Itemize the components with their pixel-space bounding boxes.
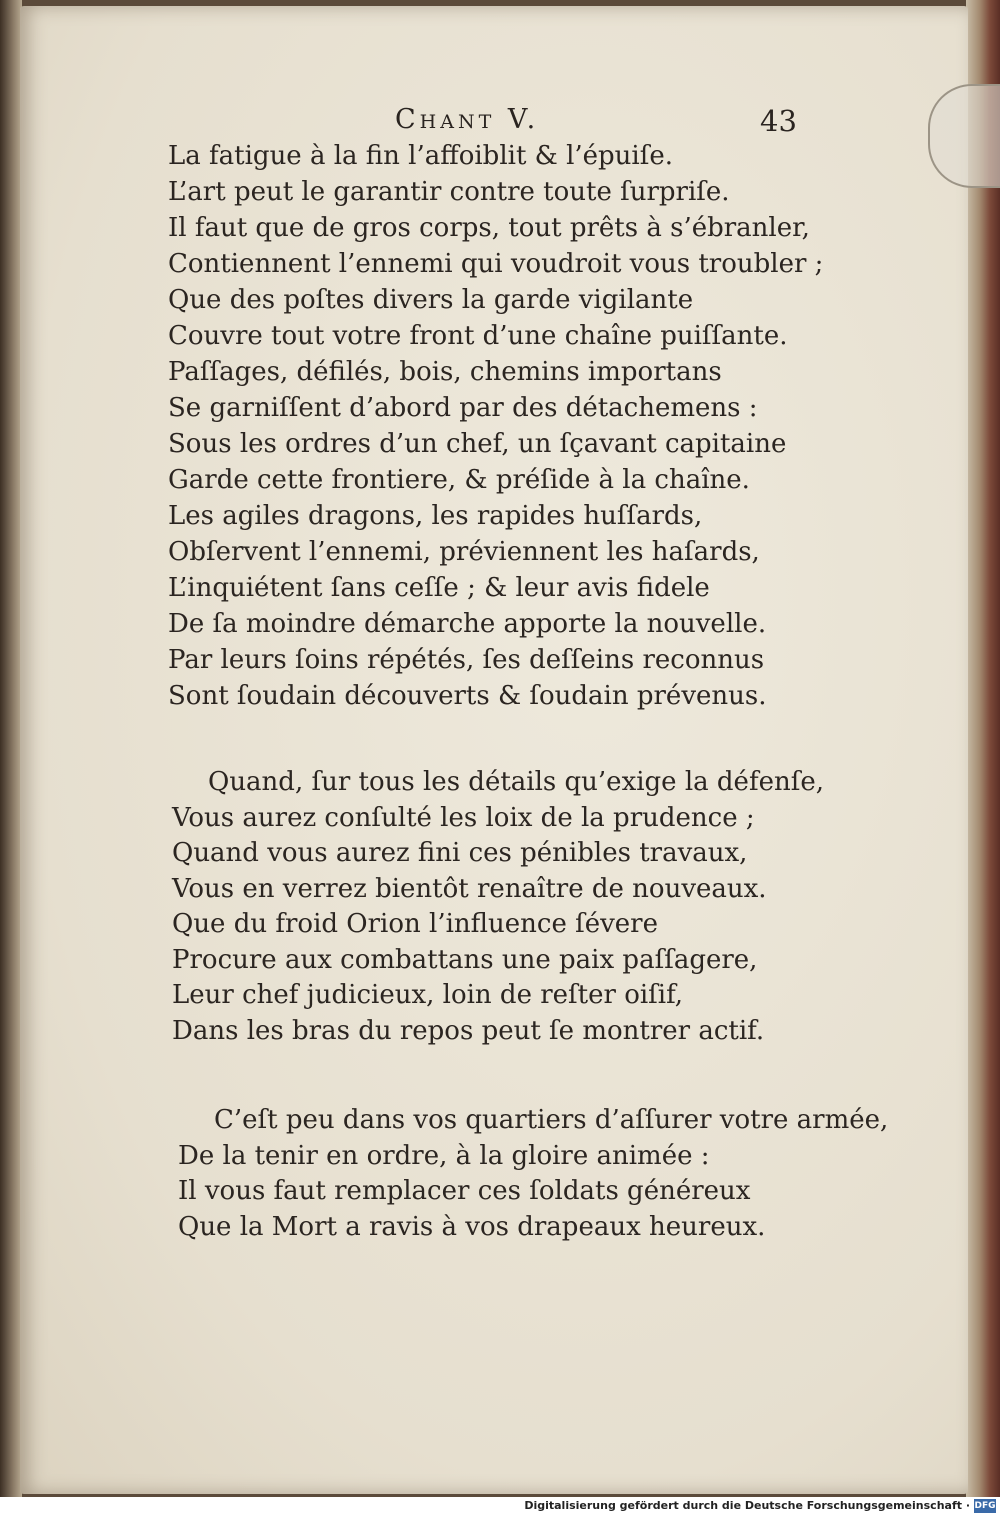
verse-line: Vous aurez conſulté les loix de la prudence ; [172, 802, 755, 833]
digitization-footer [0, 1497, 1000, 1517]
verse-line: Obſervent l’ennemi, préviennent les haſards, [168, 537, 760, 567]
running-head: Chant V. [395, 104, 540, 135]
verse-line: Que du froid Orion l’influence ſévere [172, 909, 658, 939]
verse-line: Quand, ſur tous les détails qu’exige la défenſe, [208, 767, 824, 797]
verse-line: Contiennent l’ennemi qui voudroit vous troubler ; [168, 249, 824, 279]
verse-line: Sous les ordres d’un chef, un ſçavant capitaine [168, 429, 787, 459]
verse-line: Que des poſtes divers la garde vigilante [168, 285, 694, 315]
verse-line: Les agiles dragons, les rapides huſſards, [168, 501, 703, 531]
verse-line: Il vous faut remplacer ces ſoldats généreux [178, 1176, 751, 1206]
verse-line: Dans les bras du repos peut ſe montrer actif. [172, 1015, 765, 1046]
stanza-1 [168, 138, 823, 714]
verse-line: Vous en verrez bientôt renaître de nouveaux. [172, 873, 767, 904]
verse-line: Sont ſoudain découverts & ſoudain prévenus. [168, 681, 767, 711]
verse-line: Couvre tout votre front d’une chaîne puiſſante. [168, 321, 788, 351]
book-spine-edge [0, 0, 22, 1497]
verse-line: De la tenir en ordre, à la gloire animée : [178, 1140, 710, 1171]
verse-line: Se garniſſent d’abord par des détachemens : [168, 393, 758, 423]
verse-line: L’inquiétent ſans ceſſe ; & leur avis fidele [168, 573, 710, 603]
dfg-logo-icon: DFG [974, 1501, 996, 1511]
verse-line: Que la Mort a ravis à vos drapeaux heureux. [178, 1211, 766, 1242]
verse-line: De ſa moindre démarche apporte la nouvelle. [168, 609, 767, 639]
page-header [0, 102, 1000, 142]
stanza-2 [172, 764, 824, 1048]
verse-line: Procure aux combattans une paix paſſagere, [172, 944, 758, 975]
verse-line: Leur chef judicieux, loin de reſter oiſif, [172, 980, 684, 1010]
verse-line: C’eſt peu dans vos quartiers d’aſſurer votre armée, [214, 1105, 889, 1135]
verse-line: L’art peut le garantir contre toute ſurpriſe. [168, 177, 730, 207]
stanza-3 [178, 1102, 888, 1244]
verse-line: Paſſages, défilés, bois, chemins importans [168, 357, 722, 387]
verse-line: Garde cette frontiere, & préſide à la chaîne. [168, 465, 750, 495]
page-stack-edge [966, 0, 1000, 1497]
verse-line: Quand vous aurez fini ces pénibles travaux, [172, 838, 748, 868]
verse-line: La fatigue à la fin l’affoiblit & l’épuiſe. [168, 141, 674, 171]
verse-line: Par leurs ſoins répétés, ſes deſſeins reconnus [168, 645, 765, 675]
page-number: 43 [760, 104, 797, 138]
funding-credit: Digitalisierung gefördert durch die Deutsche Forschungsgemeinschaft · [524, 1499, 970, 1512]
verse-line: Il faut que de gros corps, tout prêts à s’ébranler, [168, 213, 810, 243]
